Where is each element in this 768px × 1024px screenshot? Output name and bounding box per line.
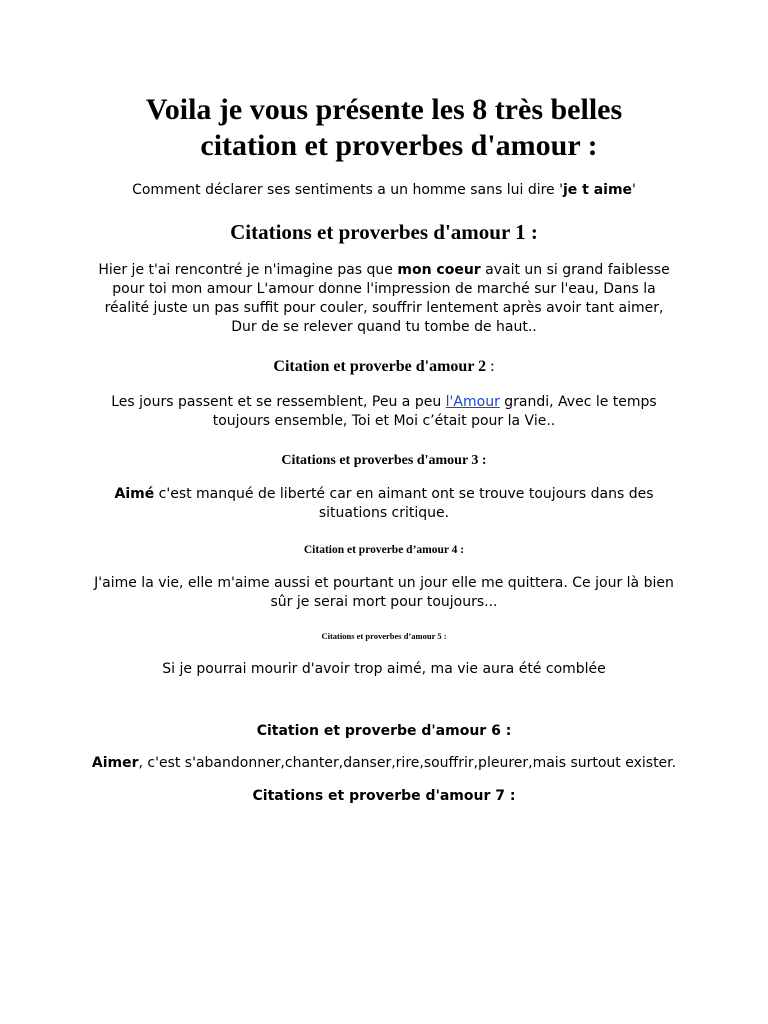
section-2-heading bbox=[40, 357, 728, 377]
section-3-heading: Citations et proverbes d'amour 3 : bbox=[281, 453, 487, 468]
section-1-line-2: pour toi mon amour L'amour donne l'impression de marché sur l'eau, Dans la bbox=[112, 281, 656, 297]
intro-end: ' bbox=[632, 182, 636, 198]
section-1-bold: mon coeur bbox=[397, 262, 481, 278]
section-1-line-1-start: Hier je t'ai rencontré je n'imagine pas que bbox=[98, 262, 398, 278]
section-4-line-2: sûr je serai mort pour toujours... bbox=[270, 594, 498, 610]
section-1-line-1-end: avait un si grand faiblesse bbox=[480, 262, 670, 278]
section-1-line-3: réalité juste un pas suffit pour couler, souffrir lentement après avoir tant aimer, bbox=[104, 300, 664, 316]
section-3-line-1: c'est manqué de liberté car en aimant ont se trouve toujours dans des bbox=[154, 486, 654, 502]
section-6-bold: Aimer bbox=[91, 755, 139, 771]
section-6-text bbox=[40, 754, 728, 773]
page-title bbox=[40, 92, 728, 164]
section-3-text bbox=[40, 485, 728, 523]
intro-text: Comment déclarer ses sentiments a un homme sans lui dire ' bbox=[132, 182, 563, 198]
title-line-1: Voila je vous présente les 8 très belles bbox=[145, 93, 623, 126]
section-2-line-1-end: grandi, Avec le temps bbox=[499, 394, 657, 410]
section-1-heading: Citations et proverbes d'amour 1 : bbox=[230, 220, 538, 244]
section-4-text bbox=[40, 574, 728, 612]
intro-paragraph bbox=[40, 181, 728, 200]
section-2-text bbox=[40, 393, 728, 431]
section-1-text bbox=[40, 261, 728, 337]
section-6-heading: Citation et proverbe d'amour 6 : bbox=[256, 723, 512, 739]
section-2-line-1-start: Les jours passent et se ressemblent, Peu a peu bbox=[111, 394, 446, 410]
section-5-text: Si je pourrai mourir d'avoir trop aimé, ma vie aura été comblée bbox=[162, 661, 606, 677]
section-2-line-2: toujours ensemble, Toi et Moi c’était pour la Vie.. bbox=[212, 413, 556, 429]
amour-link[interactable]: l'Amour bbox=[445, 394, 500, 410]
section-6-line-1: , c'est s'abandonner,chanter,danser,rire,souffrir,pleurer,mais surtout exister. bbox=[138, 755, 677, 771]
section-5-heading: Citations et proverbes d’amour 5 : bbox=[321, 631, 447, 641]
section-3-bold: Aimé bbox=[114, 486, 155, 502]
section-1-line-4: Dur de se relever quand tu tombe de haut.. bbox=[231, 319, 537, 335]
section-2-heading-suffix: : bbox=[486, 358, 495, 375]
section-3-line-2: situations critique. bbox=[318, 505, 450, 521]
intro-bold: je t aime bbox=[562, 182, 633, 198]
title-line-2: citation et proverbes d'amour : bbox=[200, 129, 598, 162]
section-4-heading: Citation et proverbe d’amour 4 : bbox=[303, 544, 465, 556]
section-2-heading-text: Citation et proverbe d'amour 2 bbox=[273, 358, 487, 375]
section-4-line-1: J'aime la vie, elle m'aime aussi et pourtant un jour elle me quittera. Ce jour là bien bbox=[94, 575, 674, 591]
section-7-heading: Citations et proverbe d'amour 7 : bbox=[252, 788, 516, 804]
